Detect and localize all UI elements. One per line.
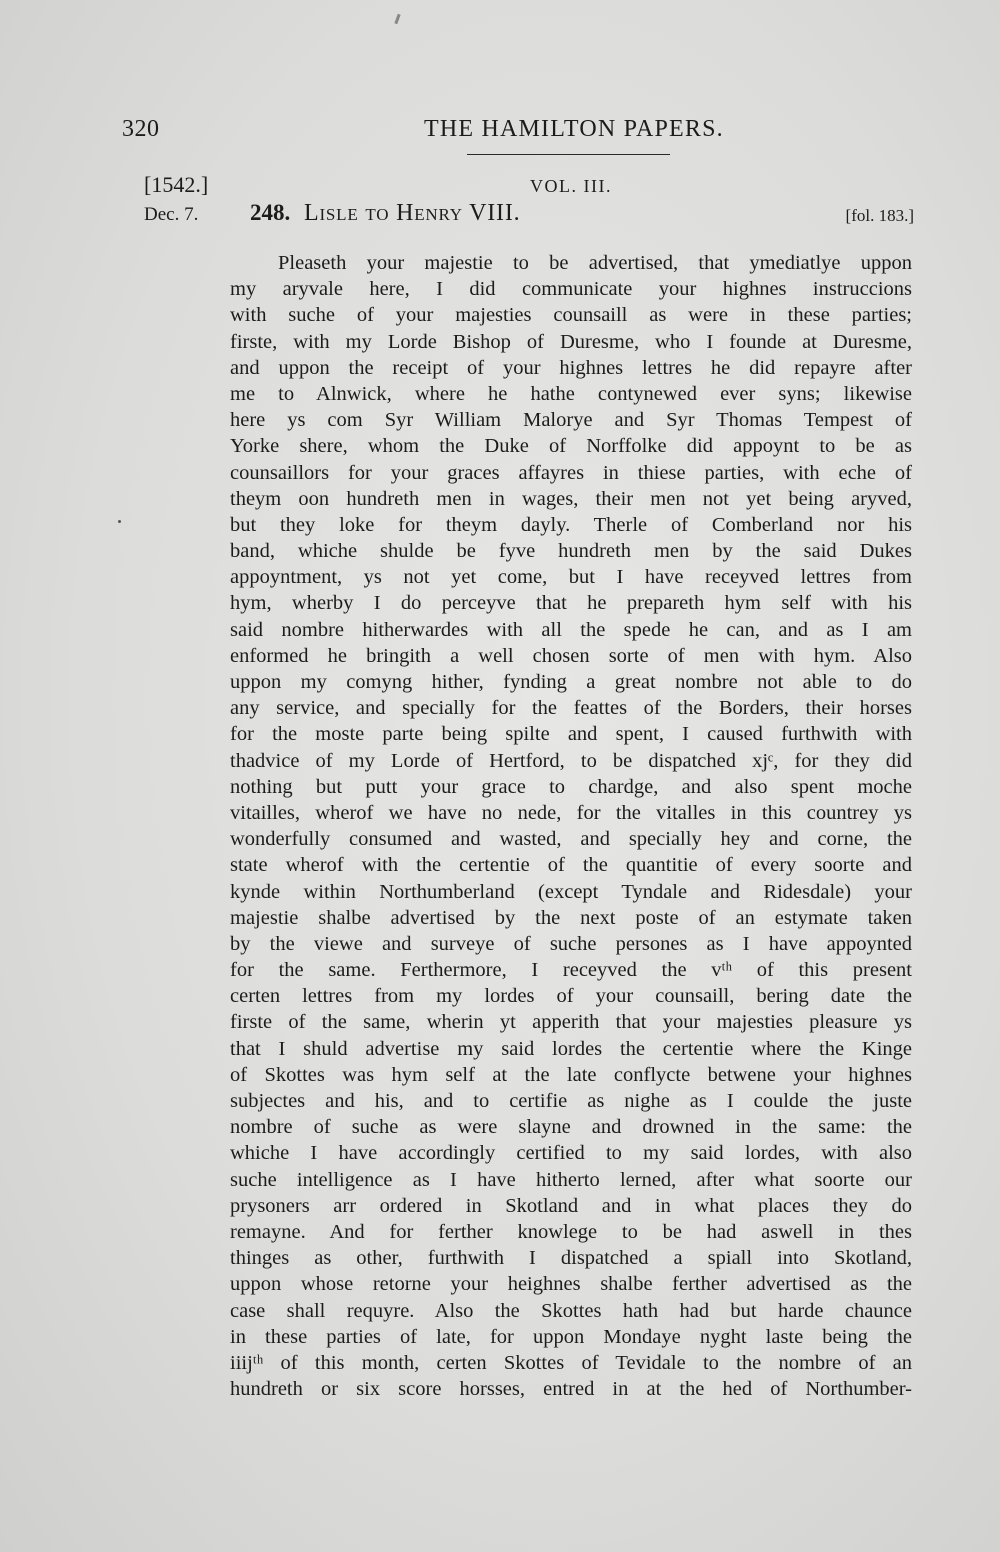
body-line: me to Alnwick, where he hathe contynewed ever syns; likewise [230, 382, 912, 405]
body-line: enformed he bringith a well chosen sorte of men with hym. Also [230, 644, 912, 667]
body-line: kynde within Northumberland (except Tyndale and Ridesdale) your [230, 880, 912, 903]
body-line: with suche of your majesties counsaill as were in these parties; [230, 304, 912, 327]
body-line: uppon my comyng hither, fynding a great nombre not able to do [230, 671, 912, 693]
letter-body [230, 250, 912, 1402]
body-line: any service, and specially for the feattes of the Borders, their horses [230, 697, 912, 720]
running-title: THE HAMILTON PAPERS. [424, 116, 724, 142]
body-line: for the moste parte being spilte and spent, I caused furthwith with [230, 723, 912, 746]
body-line: wonderfully consumed and wasted, and specially hey and corne, the [230, 828, 912, 851]
body-line: for the same. Ferthermore, I receyved the vᵗʰ of this present [230, 959, 912, 982]
page-speck [394, 14, 400, 24]
page-header [122, 116, 912, 150]
body-line: iiijᵗʰ of this month, certen Skottes of Tevidale to the nombre of an [230, 1351, 912, 1374]
body-line: certen lettres from my lordes of your counsaill, bering date the [230, 985, 912, 1008]
body-line: thadvice of my Lorde of Hertford, to be dispatched xjᶜ, for they did [230, 749, 912, 772]
body-line: case shall requyre. Also the Skottes hath had but harde chaunce [230, 1299, 912, 1322]
margin-dot [118, 520, 121, 523]
header-rule [467, 154, 670, 155]
body-line: and uppon the receipt of your highnes lettres he did repayre after [230, 356, 912, 379]
body-line: appoyntment, ys not yet come, but I have receyved lettres from [230, 566, 912, 589]
volume-label: VOL. III. [530, 176, 612, 196]
body-line: nombre of suche as were slayne and drowned in the same: the [230, 1116, 912, 1139]
body-line: that I shuld advertise my said lordes the certentie where the Kinge [230, 1037, 912, 1060]
body-line: vitailles, wherof we have no nede, for the vitalles in this countrey ys [230, 801, 912, 824]
body-line: prysoners arr ordered in Skotland and in what places they do [230, 1194, 912, 1217]
body-line: said nombre hitherwardes with all the spede he can, and as I am [230, 618, 912, 641]
folio-reference: [fol. 183.] [845, 206, 914, 225]
year-marker: [1542.] [144, 172, 209, 197]
body-line: theym oon hundreth men in wages, their men not yet being aryved, [230, 487, 912, 510]
entry-number: 248. [250, 200, 291, 225]
page-number: 320 [122, 116, 160, 142]
body-line: here ys com Syr William Malorye and Syr Thomas Tempest of [230, 409, 912, 432]
entry-heading [144, 200, 914, 234]
body-line: Yorke shere, whom the Duke of Norffolke did appoynt to be as [230, 435, 912, 458]
body-line: state wherof with the certentie of the quantitie of every soorte and [230, 854, 912, 877]
body-line: my aryvale here, I did communicate your highnes instruccions [230, 278, 912, 301]
body-line: hundreth or six score horsses, entred in at the hed of Northumber- [230, 1378, 912, 1401]
body-line: band, whiche shulde be fyve hundreth men by the said Dukes [230, 540, 912, 563]
body-line: counsaillors for your graces affayres in thiese parties, with eche of [230, 461, 912, 484]
body-line: but they loke for theym dayly. Therle of Comberland nor his [230, 513, 912, 536]
body-line: subjectes and his, and to certifie as nighe as I coulde the juste [230, 1090, 912, 1112]
body-line: firste of the same, wherin yt apperith that your majesties pleasure ys [230, 1011, 912, 1034]
body-line: hym, wherby I do perceyve that he prepareth hym self with his [230, 592, 912, 615]
body-line: in these parties of late, for uppon Mondaye nyght laste being the [230, 1325, 912, 1348]
body-line: uppon whose retorne your heighnes shalbe ferther advertised as the [230, 1273, 912, 1296]
body-line: remayne. And for ferther knowlege to be had aswell in thes [230, 1220, 912, 1243]
body-line: by the viewe and surveye of suche persones as I have appoynted [230, 932, 912, 955]
body-line: suche intelligence as I have hitherto lerned, after what soorte our [230, 1168, 912, 1191]
body-line: firste, with my Lorde Bishop of Duresme, who I founde at Duresme, [230, 330, 912, 353]
body-line: majestie shalbe advertised by the next poste of an estymate taken [230, 906, 912, 929]
entry-title: Lisle to Henry VIII. [304, 200, 521, 226]
body-line: thinges as other, furthwith I dispatched a spiall into Skotland, [230, 1247, 912, 1270]
body-line: Pleaseth your majestie to be advertised, that ymediatlye uppon [278, 252, 912, 274]
entry-date: Dec. 7. [144, 204, 199, 225]
body-line: nothing but putt your grace to chardge, and also spent moche [230, 775, 912, 798]
body-line: of Skottes was hym self at the late conflycte betwene your highnes [230, 1063, 912, 1086]
body-line: whiche I have accordingly certified to my said lordes, with also [230, 1142, 912, 1165]
